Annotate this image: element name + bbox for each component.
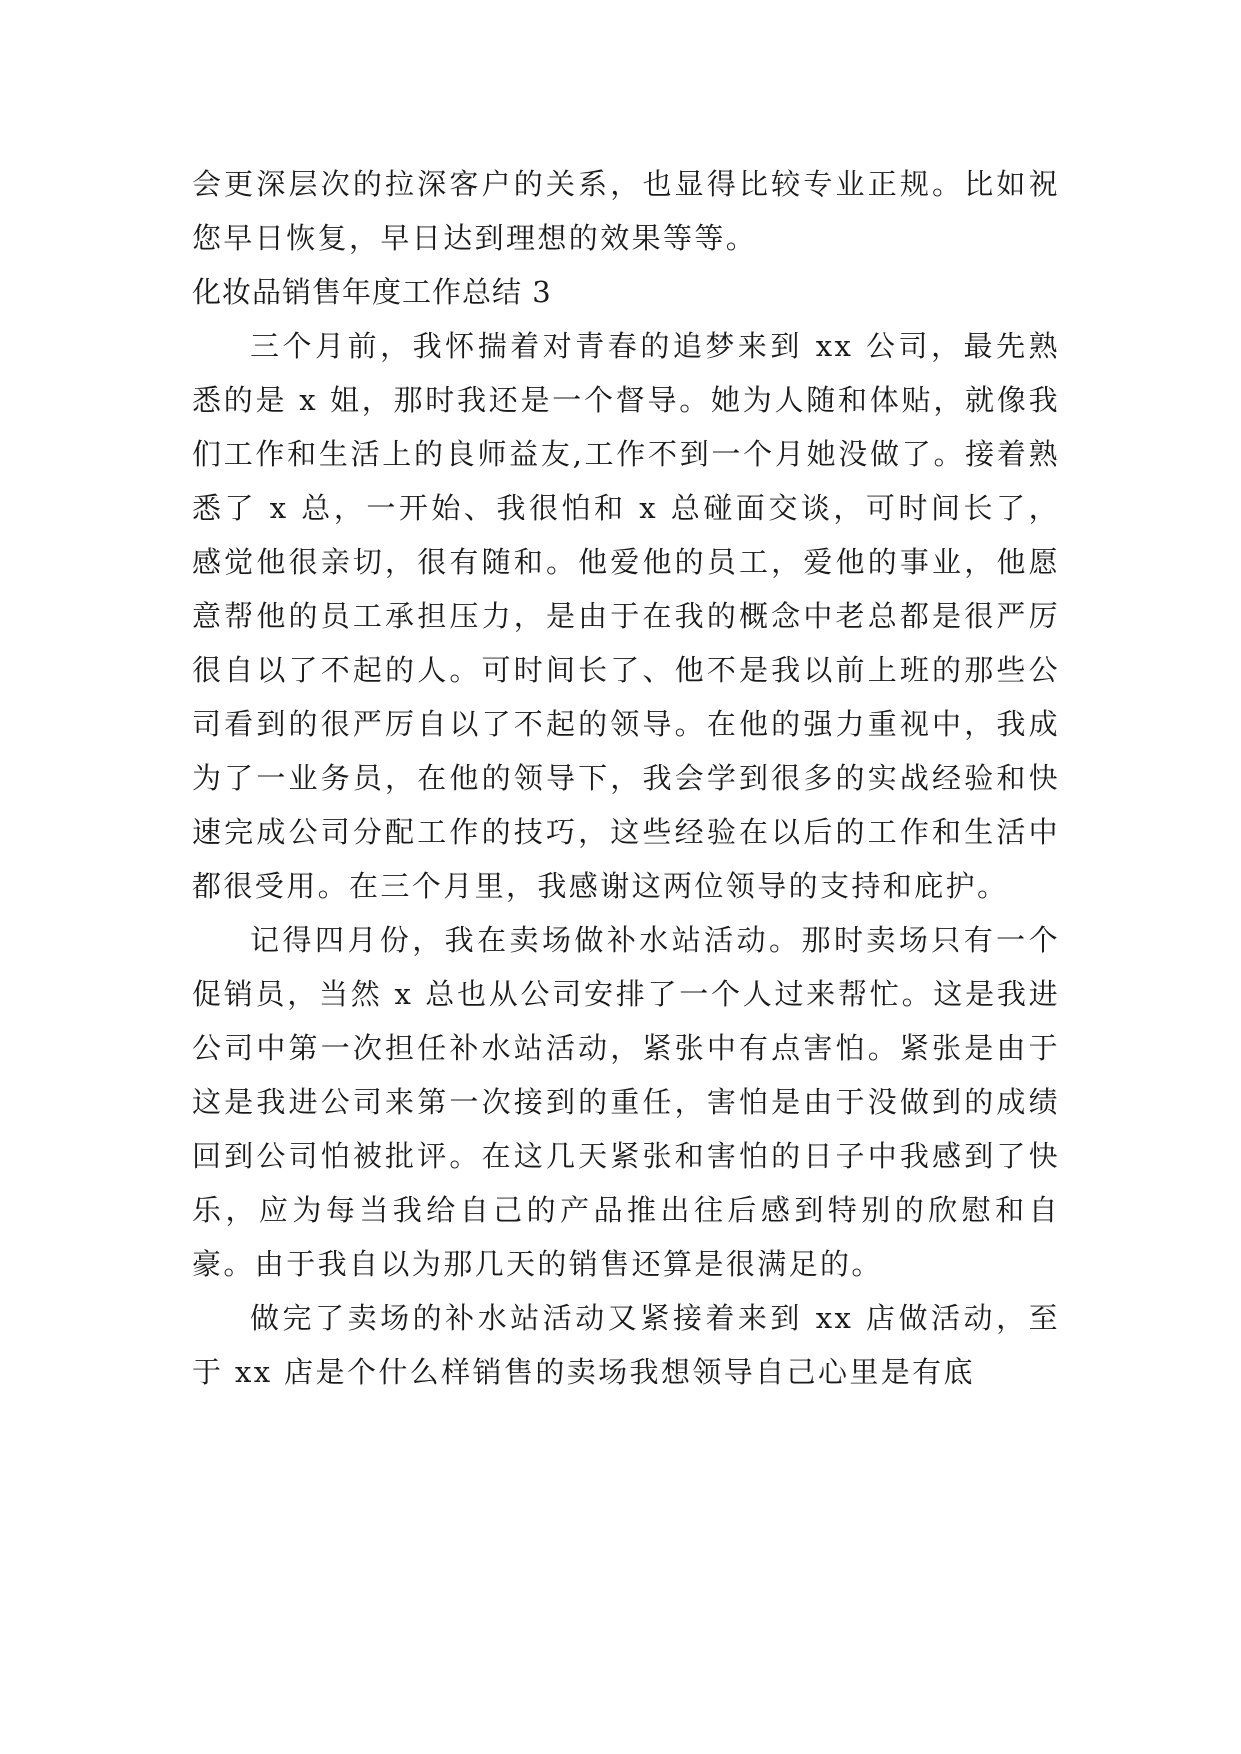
- body-paragraph-1: 三个月前，我怀揣着对青春的追梦来到 xx 公司，最先熟悉的是 x 姐，那时我还是一个督导。她为人随和体贴，就像我们工作和生活上的良师益友,工作不到一个月她没做了。接着熟悉了 x 总，一开始、我很怕和 x 总碰面交谈，可时间长了，感觉他很亲切，很有随和。他爱他的员工，爱他的事业，他愿意帮他的员工承担压力，是由于在我的概念中老总都是很严厉很自以了不起的人。可时间长了、他不是我以前上班的那些公司看到的很严厉自以了不起的领导。在他的强力重视中，我成为了一业务员，在他的领导下，我会学到很多的实战经验和快速完成公司分配工作的技巧，这些经验在以后的工作和生活中都很受用。在三个月里，我感谢这两位领导的支持和庇护。: [192, 329, 1060, 903]
- section-heading: 化妆品销售年度工作总结 3: [192, 275, 552, 309]
- continued-paragraph: 会更深层次的拉深客户的关系，也显得比较专业正规。比如祝您早日恢复，早日达到理想的效果等等。: [192, 167, 1060, 255]
- body-paragraph-2: 记得四月份，我在卖场做补水站活动。那时卖场只有一个促销员，当然 x 总也从公司安排了一个人过来帮忙。这是我进公司中第一次担任补水站活动，紧张中有点害怕。紧张是由于这是我进公司来第一次接到的重任，害怕是由于没做到的成绩回到公司怕被批评。在这几天紧张和害怕的日子中我感到了快乐，应为每当我给自己的产品推出往后感到特别的欣慰和自豪。由于我自以为那几天的销售还算是很满足的。: [192, 923, 1060, 1281]
- document-body: [192, 157, 1060, 1399]
- body-paragraph-3: 做完了卖场的补水站活动又紧接着来到 xx 店做活动，至于 xx 店是个什么样销售的卖场我想领导自己心里是有底: [192, 1301, 1060, 1389]
